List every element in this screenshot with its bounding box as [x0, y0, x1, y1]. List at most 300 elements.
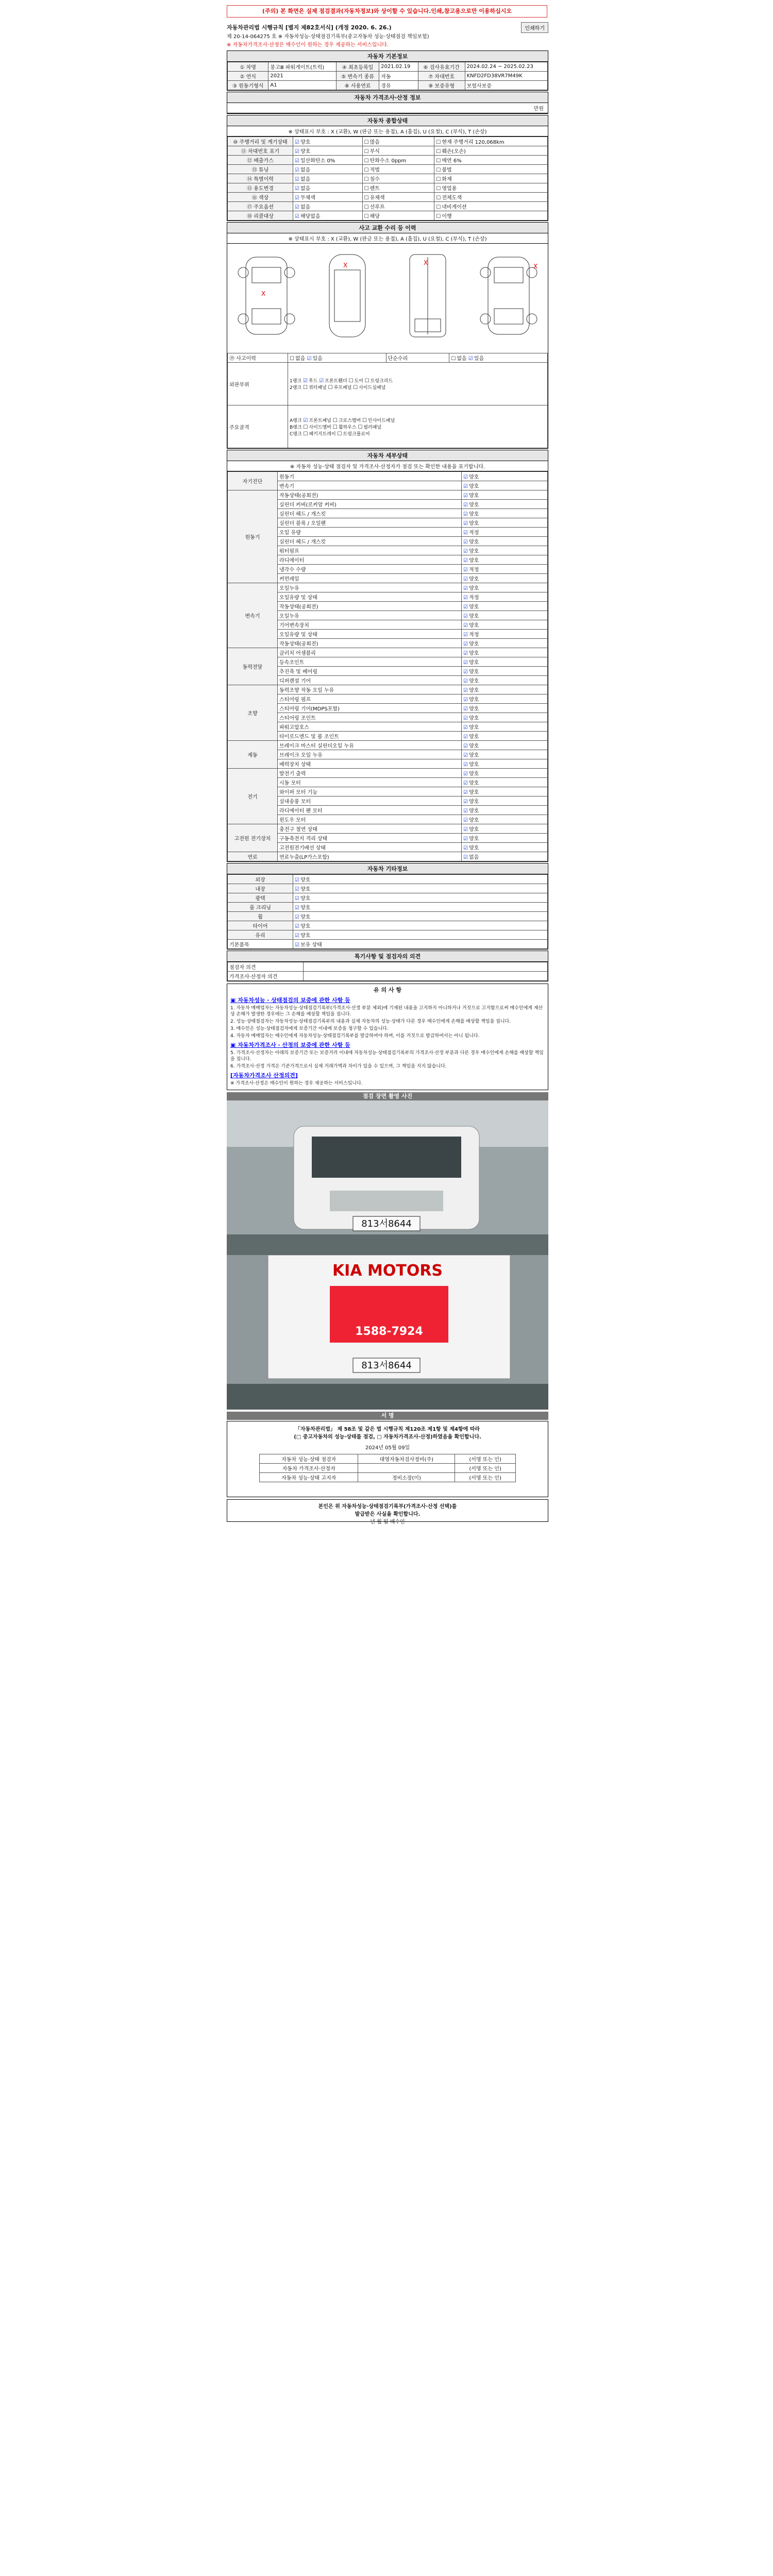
status-option: [362, 137, 434, 146]
car-diagram-top: [311, 247, 383, 345]
detail-state: [462, 806, 548, 815]
svg-text:X: X: [533, 263, 538, 270]
checkbox: [463, 679, 468, 684]
detail-state: [462, 852, 548, 861]
sign-cell: [358, 1464, 455, 1473]
other-value: [293, 903, 548, 912]
detail-state-value: 양호: [468, 493, 479, 499]
notes-heading-3: [자동차가격조사 산정의견]: [230, 1072, 298, 1079]
detail-item: 브레이크 마스터 실린더오일 누유: [278, 741, 462, 750]
detail-state: [462, 657, 548, 667]
sign-cell: 자동차 성능·상태 점검자: [260, 1454, 358, 1464]
detail-row: [228, 824, 548, 834]
detail-item: 냉각수 수량: [278, 565, 462, 574]
detail-section-label: 자기진단: [228, 472, 278, 490]
other-value-text: 양호: [300, 877, 311, 883]
notes-block-2: [230, 1050, 545, 1070]
checkbox: [463, 502, 468, 508]
status-section: [227, 115, 548, 221]
truck-brand-text: KIA MOTORS: [332, 1262, 443, 1280]
checkbox: [295, 177, 299, 182]
checkbox: [295, 195, 299, 201]
detail-row: [228, 490, 548, 500]
status-option-label: 부식: [369, 149, 380, 155]
status-option: [362, 202, 434, 211]
status-row: [228, 165, 548, 174]
status-option-label: 현재 주행거리 120,068km: [442, 140, 505, 145]
checkbox: [463, 799, 468, 805]
final-line-2: 발급받은 사실을 확인합니다.: [355, 1512, 421, 1517]
field-value: 2021.02.19: [379, 62, 418, 72]
other-section: [227, 863, 548, 950]
other-label: 타이어: [228, 921, 293, 930]
status-option: [362, 183, 434, 193]
print-button[interactable]: 인쇄하기: [521, 22, 548, 33]
other-row: [228, 893, 548, 903]
status-option-label: 양호: [300, 140, 311, 145]
detail-state-value: 양호: [468, 827, 479, 833]
checkbox: [436, 177, 441, 182]
other-row: [228, 875, 548, 884]
sign-cell: (서명 또는 인): [455, 1473, 515, 1482]
status-title: 자동차 종합상태: [227, 115, 548, 126]
status-option-label: 적법: [369, 167, 380, 173]
notes-heading-1: ▣ 자동차성능 · 상태점검의 보증에 관한 사항 등: [230, 997, 350, 1004]
car-diagram-rear: [473, 247, 545, 345]
checkbox: [436, 205, 441, 210]
detail-section-label: 전기: [228, 769, 278, 824]
checkbox: [295, 186, 299, 192]
outer-panel-label: 외판부위: [228, 363, 288, 405]
other-title: 자동차 기타정보: [227, 863, 548, 874]
detail-state-value: 양호: [468, 771, 479, 777]
detail-state: [462, 722, 548, 732]
other-value-text: 양호: [300, 914, 311, 920]
detail-title: 자동차 세부상태: [227, 450, 548, 461]
detail-item: 윈도우 모터: [278, 815, 462, 824]
detail-state-value: 양호: [468, 818, 479, 823]
detail-item: 기어변속장치: [278, 620, 462, 630]
field-label: ② 연식: [228, 72, 268, 81]
checkbox: [463, 641, 468, 647]
checkbox: [463, 697, 468, 703]
detail-state-value: 양호: [468, 725, 479, 731]
checkbox: [463, 521, 468, 527]
detail-state: [462, 555, 548, 565]
detail-state: [462, 574, 548, 583]
detail-state-value: 양호: [468, 697, 479, 703]
checkbox: [463, 771, 468, 777]
status-sub: ※ 상태표시 부호 : X (교환), W (판금 또는 용접), A (흠집), U (요철), C (부식), T (손상): [227, 126, 548, 137]
sign-line-1: 「자동차관리법」 제 58조 및 같은 법 시행규칙 제120조 제1항 및 제4항에 따라: [295, 1427, 480, 1432]
opinion-section: [227, 951, 548, 981]
checkbox: [295, 140, 299, 145]
detail-state: [462, 481, 548, 490]
note-paragraph: 6. 가격조사·산정 가격은 기준가격으로서 실제 거래가액과 차이가 있을 수 있으며, 그 책임을 지지 않습니다.: [230, 1064, 447, 1069]
detail-state: [462, 667, 548, 676]
detail-state: [462, 732, 548, 741]
photos-title: 점검 장면 촬영 사진: [227, 1092, 548, 1100]
checkbox: [295, 924, 299, 929]
checkbox: [295, 896, 299, 902]
detail-state-value: 양호: [468, 484, 479, 489]
notes-section: [227, 984, 548, 1090]
other-table: [227, 874, 548, 949]
checkbox: [451, 356, 456, 362]
checkbox: [463, 530, 468, 536]
status-option-label: 불법: [442, 167, 452, 173]
detail-item: 추진축 및 베어링: [278, 667, 462, 676]
detail-row: [228, 685, 548, 694]
status-option-label: 없음: [300, 177, 311, 182]
detail-item: 브레이크 오일 누유: [278, 750, 462, 759]
detail-item: 배력장치 상태: [278, 759, 462, 769]
detail-state-value: 양호: [468, 734, 479, 740]
checkbox: [463, 595, 468, 601]
detail-state: [462, 620, 548, 630]
status-row: [228, 137, 548, 146]
detail-item: 타이로드엔드 및 볼 조인트: [278, 732, 462, 741]
checkbox: [364, 195, 369, 201]
price-title: 자동차 가격조사·산정 정보: [227, 92, 548, 103]
price-opinion-label: 가격조사·산정자 의견: [228, 972, 304, 981]
field-value: KNFD2FD38VR7M49K: [465, 72, 547, 81]
sign-cell: 대영자동차검사정비(주): [358, 1454, 455, 1464]
detail-item: 라디에이터 팬 모터: [278, 806, 462, 815]
detail-item: 오일유량 및 상태: [278, 630, 462, 639]
detail-state: [462, 713, 548, 722]
detail-state-value: 양호: [468, 679, 479, 684]
other-value-text: 양호: [300, 924, 311, 929]
detail-state: [462, 685, 548, 694]
checkbox: [463, 762, 468, 768]
checkbox: [436, 140, 441, 145]
detail-state-value: 양호: [468, 660, 479, 666]
status-option: [434, 146, 548, 156]
opinion-title: 특기사항 및 점검자의 의견: [227, 951, 548, 962]
checkbox: [364, 140, 369, 145]
field-label: ⑨ 보증유형: [418, 81, 465, 90]
detail-state: [462, 518, 548, 528]
status-option: [434, 156, 548, 165]
car-diagram-bottom: [392, 247, 464, 345]
checkbox: [463, 669, 468, 675]
detail-state: [462, 815, 548, 824]
detail-state: [462, 602, 548, 611]
notes-title: 유 의 사 항: [374, 987, 401, 993]
detail-item: 작동상태(공회전): [278, 602, 462, 611]
detail-item: 디퍼렌셜 기어: [278, 676, 462, 685]
other-value-text: 양호: [300, 887, 311, 892]
detail-item: 실린더 헤드 / 개스킷: [278, 537, 462, 546]
detail-item: 시동 모터: [278, 778, 462, 787]
status-option-label: 무채색: [300, 195, 315, 201]
checkbox: [463, 632, 468, 638]
sign-cell: 자동차 성능·상태 고지자: [260, 1473, 358, 1482]
status-option-label: 없음: [300, 167, 311, 173]
status-option-label: 침수: [369, 177, 380, 182]
detail-state-value: 양호: [468, 799, 479, 805]
detail-item: 발전기 출력: [278, 769, 462, 778]
field-label: ⑥ 검사유효기간: [418, 62, 465, 72]
status-option: [434, 211, 548, 221]
detail-item: 라디에이터: [278, 555, 462, 565]
warning-notice: (주의) 본 화면은 실제 점검결과(자동차정보)와 상이할 수 있습니다.인쇄,참고용으로만 이용하십시오: [227, 5, 547, 18]
other-value: [293, 921, 548, 930]
status-option: [434, 165, 548, 174]
header-line: 제 20-14-064275 호 ※ 자동차성능·상태점검기록부(중고자동차 성능·상태점검 책임보험): [227, 34, 429, 40]
basic-items-label: 기본품목: [228, 940, 293, 949]
other-row: [228, 884, 548, 893]
detail-state: [462, 778, 548, 787]
sign-cell: 정비소장(이): [358, 1473, 455, 1482]
final-line-3: 년 월 일 매수인: [370, 1519, 405, 1525]
detail-row: [228, 583, 548, 592]
checkbox: [295, 887, 299, 892]
note-paragraph: 3. 매수인은 성능·상태점검자에게 보증기간 이내에 보증을 청구할 수 있습니다.: [230, 1026, 389, 1031]
accident-title: 사고 교환 수리 등 이력: [227, 223, 548, 233]
checkbox: [463, 706, 468, 712]
checkbox: [364, 167, 369, 173]
checkbox: [436, 186, 441, 192]
detail-state: [462, 834, 548, 843]
checkbox: [463, 586, 468, 591]
detail-item: 실내송풍 모터: [278, 796, 462, 806]
checkbox: [463, 818, 468, 823]
yes-label: 있음: [312, 356, 323, 362]
checkbox: [295, 158, 299, 164]
checkbox: [436, 149, 441, 155]
status-row: [228, 156, 548, 165]
checkbox: [364, 214, 369, 219]
detail-section: [227, 450, 548, 862]
other-label: 내장: [228, 884, 293, 893]
status-option: [293, 193, 363, 202]
none-label: 없음: [295, 356, 306, 362]
checkbox: [463, 493, 468, 499]
detail-state-value: 없음: [468, 855, 479, 860]
status-option: [293, 156, 363, 165]
checkbox: [463, 845, 468, 851]
status-row: [228, 202, 548, 211]
form-title: 자동차관리법 시행규칙 [별지 제82호서식] (개정 2020. 6. 26.): [227, 24, 392, 31]
other-value-text: 양호: [300, 905, 311, 911]
detail-item: 연료누출(LP가스포함): [278, 852, 462, 861]
sign-table: [259, 1454, 516, 1482]
detail-state: [462, 537, 548, 546]
checkbox: [295, 167, 299, 173]
checkbox: [463, 614, 468, 619]
status-option: [293, 183, 363, 193]
checkbox: [307, 356, 311, 362]
status-option: [362, 174, 434, 183]
checkbox: [463, 734, 468, 740]
field-value: 2021: [268, 72, 337, 81]
checkbox: [295, 933, 299, 939]
checkbox: [463, 753, 468, 758]
field-label: ⑦ 차대번호: [418, 72, 465, 81]
status-option: [362, 165, 434, 174]
status-option-label: 많음: [369, 140, 380, 145]
other-value: [293, 884, 548, 893]
other-row: [228, 903, 548, 912]
other-value: [293, 930, 548, 940]
checkbox: [463, 716, 468, 721]
detail-item: 스티어링 펌프: [278, 694, 462, 704]
checkbox: [364, 205, 369, 210]
detail-item: 파워고압호스: [278, 722, 462, 732]
detail-state: [462, 843, 548, 852]
status-label: ⑯ 색상: [228, 193, 293, 202]
checkbox: [463, 808, 468, 814]
status-option: [293, 211, 363, 221]
detail-state: [462, 824, 548, 834]
detail-row: [228, 648, 548, 657]
checkbox: [463, 743, 468, 749]
main-frame-items: A랭크 ☑ 프론트패널 ☐ 크로스멤버 ☐ 인사이드패널 B랭크 ☐ 사이드멤버 ☐ 휠하우스 ☐ 필러패널 C랭크 ☐ 패키지트레이 ☐ 트렁크플로어: [288, 405, 548, 448]
other-label: 외장: [228, 875, 293, 884]
sign-cell: (서명 또는 인): [455, 1454, 515, 1464]
basic-info-row: [228, 81, 548, 90]
detail-state-value: 양호: [468, 716, 479, 721]
basic-info-row: [228, 72, 548, 81]
detail-state-value: 양호: [468, 845, 479, 851]
checkbox: [463, 623, 468, 629]
detail-state-value: 양호: [468, 614, 479, 619]
status-option-label: 해당없음: [300, 214, 321, 219]
sign-cell: 자동차 가격조사·산정자: [260, 1464, 358, 1473]
car-diagrams: [227, 244, 548, 353]
other-row: [228, 930, 548, 940]
checkbox: [463, 790, 468, 795]
detail-state: [462, 759, 548, 769]
status-option: [293, 174, 363, 183]
status-label: ⑱ 리콜대상: [228, 211, 293, 221]
basic-info-row: [228, 62, 548, 72]
detail-state-value: 양호: [468, 651, 479, 656]
detail-state-value: 양호: [468, 539, 479, 545]
detail-item: 실린더 커버(로커암 커버): [278, 500, 462, 509]
detail-item: 작동상태(공회전): [278, 490, 462, 500]
main-frame-label: 주요골격: [228, 405, 288, 448]
other-value: [293, 912, 548, 921]
sign-row: [260, 1473, 516, 1482]
checkbox: [463, 660, 468, 666]
checkbox: [364, 186, 369, 192]
simple-repair-label: 단순수리: [386, 353, 449, 363]
note-paragraph: 4. 자동차 매매업자는 매수인에게 자동차성능·상태점검기록부를 발급하여야 하며, 이를 거짓으로 발급하여서는 아니 됩니다.: [230, 1033, 480, 1039]
svg-text:X: X: [343, 262, 347, 269]
detail-state: [462, 546, 548, 555]
checkbox: [436, 158, 441, 164]
other-label: 광택: [228, 893, 293, 903]
status-option-label: 유채색: [369, 195, 385, 201]
field-label: ⑤ 변속기 종류: [337, 72, 379, 81]
svg-text:X: X: [261, 290, 266, 297]
status-table: [227, 137, 548, 221]
detail-state: [462, 676, 548, 685]
detail-state: [462, 528, 548, 537]
detail-state: [462, 750, 548, 759]
detail-state-value: 양호: [468, 790, 479, 795]
detail-note: ※ 자동차 성능·상태 점검자 및 가격조사·산정자가 점검 또는 확인한 내용을 표기합니다.: [227, 461, 548, 471]
status-option: [293, 165, 363, 174]
field-value: 자동: [379, 72, 418, 81]
detail-section-label: 변속기: [228, 583, 278, 648]
truck-phone-text: 1588-7924: [355, 1325, 423, 1338]
sign-line-2: (□ 중고자동차의 성능·상태를 점검, □ 자동차가격조사·산정)하였음을 확인합니다.: [294, 1434, 481, 1440]
status-option: [293, 137, 363, 146]
detail-state-value: 양호: [468, 502, 479, 508]
sign-row: [260, 1454, 516, 1464]
status-label: ⑩ 주행거리 및 계기상태: [228, 137, 293, 146]
status-option-label: 일산화탄소 0%: [300, 158, 335, 164]
basic-info-table: [227, 62, 548, 90]
detail-section-label: 연료: [228, 852, 278, 861]
detail-state-value: 양호: [468, 669, 479, 675]
sign-title: 서 명: [227, 1412, 548, 1420]
checkbox: [463, 549, 468, 554]
checkbox: [463, 688, 468, 693]
checkbox: [436, 195, 441, 201]
detail-item: 구동축전지 격리 상태: [278, 834, 462, 843]
status-option-label: 영업용: [442, 186, 457, 192]
checkbox: [436, 214, 441, 219]
status-label: ⑫ 배출가스: [228, 156, 293, 165]
status-option: [434, 183, 548, 193]
top-bar: [227, 22, 548, 33]
other-row: [228, 921, 548, 930]
detail-state: [462, 694, 548, 704]
note-paragraph: 5. 가격조사·산정자는 아래의 보증기간 또는 보증거리 이내에 자동차성능·상태점검기록부의 가격조사·산정 부분과 다른 경우 매수인에게 손해를 배상할 책임을 집니다.: [230, 1050, 544, 1062]
detail-item: 커먼레일: [278, 574, 462, 583]
inspection-photo-rear: [227, 1255, 548, 1410]
checkbox: [295, 149, 299, 155]
detail-table: [227, 471, 548, 861]
detail-item: 동력조향 작동 오일 누유: [278, 685, 462, 694]
checkbox: [295, 877, 299, 883]
status-option: [362, 146, 434, 156]
detail-state-value: 양호: [468, 808, 479, 814]
detail-item: 오일누유: [278, 583, 462, 592]
opinion-table: [227, 962, 548, 981]
detail-item: 충전구 절연 상태: [278, 824, 462, 834]
checkbox: [463, 604, 468, 610]
sign-date: 2024년 05월 09일: [365, 1445, 410, 1451]
accident-sub: ※ 상태표시 부호 : X (교환), W (판금 또는 용접), A (흠집), U (요철), C (부식), T (손상): [227, 233, 548, 244]
detail-state: [462, 611, 548, 620]
detail-state-value: 양호: [468, 753, 479, 758]
status-option: [293, 202, 363, 211]
other-value: [293, 875, 548, 884]
other-label: 휠: [228, 912, 293, 921]
detail-state: [462, 704, 548, 713]
sign-cell: (서명 또는 인): [455, 1464, 515, 1473]
checkbox: [463, 827, 468, 833]
status-option-label: 훼손(오손): [442, 149, 466, 155]
detail-state: [462, 565, 548, 574]
status-option-label: 전체도색: [442, 195, 462, 201]
status-row: [228, 174, 548, 183]
status-option-label: 없음: [300, 186, 311, 192]
field-label: ① 차명: [228, 62, 268, 72]
detail-item: 클러치 어셈블리: [278, 648, 462, 657]
checkbox: [463, 558, 468, 564]
checkbox: [295, 205, 299, 210]
price-section: [227, 92, 548, 114]
status-label: ⑭ 특별이력: [228, 174, 293, 183]
checkbox: [295, 905, 299, 911]
